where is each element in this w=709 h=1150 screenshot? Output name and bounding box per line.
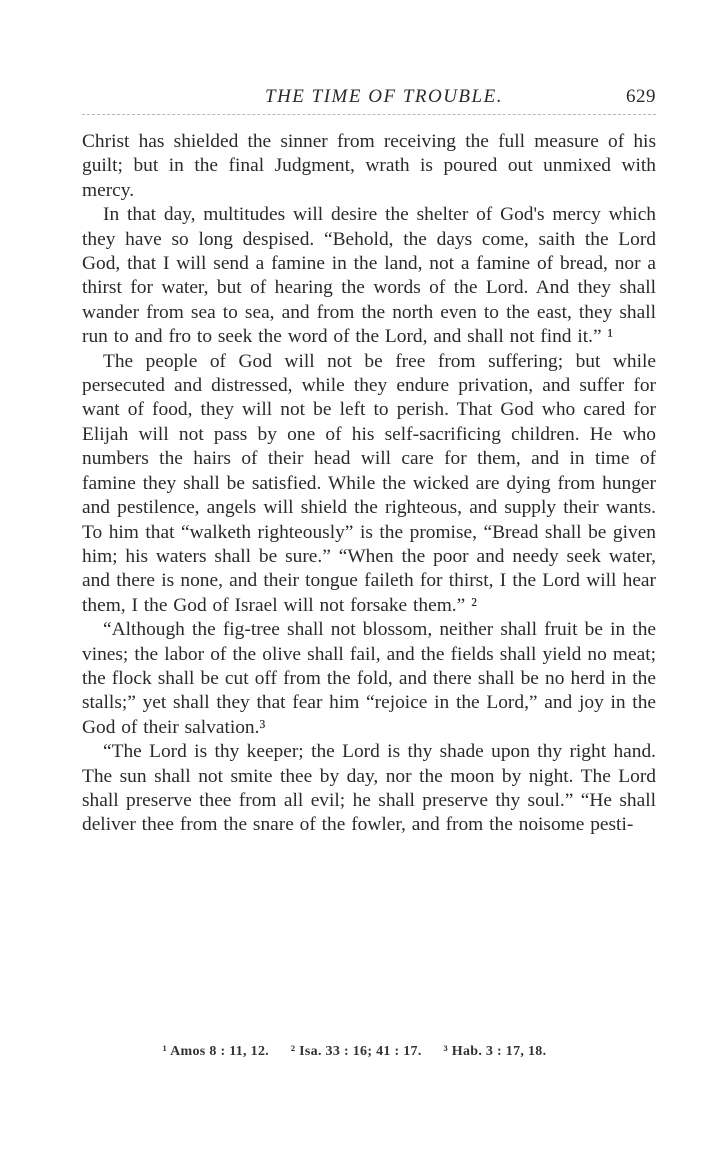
paragraph-2: In that day, multitudes will desire the shelter of God's mercy which they have so long despised. “Behold, the days come, saith the Lord God, that I will send a famine in the land, not a famine of bread, nor a thirst for water, but of hearing the words of the Lord. And they shall wander from sea to sea, and from the north even to the east, they shall run to and fro to seek the word of the Lord, and shall not find it.” ¹: [82, 204, 656, 348]
footnote-3: ³ Hab. 3 : 17, 18.: [443, 1044, 547, 1059]
book-page: [82, 86, 656, 836]
page-number: 629: [626, 86, 656, 107]
paragraph-4: “Although the fig-tree shall not blossom, neither shall fruit be in the vines; the labor of the olive shall fail, and the fields shall yield no meat; the flock shall be cut off from the fold, and there shall be no herd in the stalls;” yet shall they that fear him “rejoice in the Lord,” and joy in the God of their salvation.³: [82, 619, 656, 738]
footnote-2: ² Isa. 33 : 16; 41 : 17.: [290, 1044, 422, 1059]
paragraph-5: “The Lord is thy keeper; the Lord is thy shade upon thy right hand. The sun shall not smite thee by day, nor the moon by night. The Lord shall preserve thee from all evil; he shall preserve thy soul.” “He shall deliver thee from the snare of the fowler, and from the noisome pesti-: [82, 741, 656, 836]
paragraph-1: Christ has shielded the sinner from receiving the full measure of his guilt; but in the final Judgment, wrath is poured out unmixed with mercy.: [82, 131, 656, 201]
body-text: [82, 130, 656, 838]
footnote-1: ¹ Amos 8 : 11, 12.: [162, 1044, 270, 1059]
page-header: [82, 86, 656, 112]
footnotes: [0, 1044, 709, 1060]
header-rule: [82, 114, 656, 115]
paragraph-3: The people of God will not be free from suffering; but while persecuted and distressed, while they endure privation, and suffer for want of food, they will not be left to perish. That God who cared for Elijah will not pass by one of his self-sacrificing children. He who numbers the hairs of their head will care for them, and in time of famine they shall be satisfied. While the wicked are dying from hunger and pestilence, angels will shield the righteous, and supply their wants. To him that “walketh righteously” is the promise, “Bread shall be given him; his waters shall be sure.” “When the poor and needy seek water, and there is none, and their tongue faileth for thirst, I the Lord will hear them, I the God of Israel will not forsake them.” ²: [82, 350, 656, 616]
running-title: THE TIME OF TROUBLE.: [265, 86, 503, 107]
